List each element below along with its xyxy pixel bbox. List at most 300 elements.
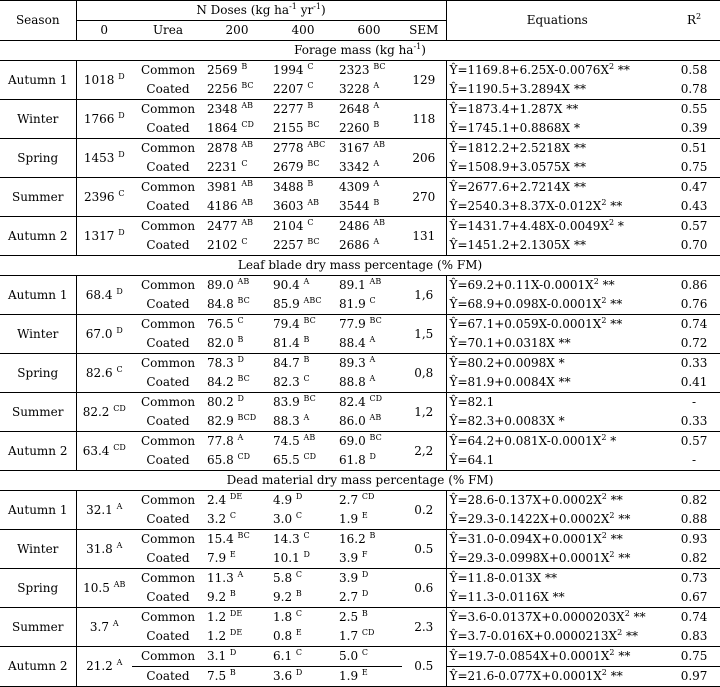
- dose-600-cell-letter: AB: [369, 277, 382, 286]
- dose-200-cell: [204, 61, 270, 81]
- dose-0-cell-value: 31.8: [86, 541, 113, 556]
- dose-600-cell-letter: D: [361, 570, 369, 579]
- dose-200-cell: [204, 236, 270, 256]
- equation-cell: [446, 393, 668, 413]
- dose-400-cell-value: 1994: [273, 63, 304, 77]
- dose-600-cell-letter: B: [361, 609, 368, 618]
- dose-0-cell-value: 2396: [84, 189, 115, 204]
- dose-200-cell: [204, 197, 270, 217]
- significance-mark: **: [610, 532, 623, 546]
- dose-0-cell-letter: A: [116, 658, 123, 667]
- dose-400-cell-value: 5.8: [273, 571, 293, 585]
- dose-200-cell-letter: B: [229, 589, 236, 598]
- sem-cell: 1,2: [402, 393, 446, 432]
- dose-400-cell: [270, 334, 336, 354]
- sem-cell: 0,8: [402, 354, 446, 393]
- dose-200-cell: [204, 530, 270, 550]
- table-row: [0, 491, 720, 511]
- dose-400-cell-letter: AB: [307, 198, 320, 207]
- dose-400-cell: [270, 158, 336, 178]
- equation-text: Ŷ=64.2+0.081X-0.0001X: [449, 434, 602, 448]
- equation-cell: [446, 119, 668, 139]
- dose-0-cell: [76, 432, 132, 471]
- urea-type-cell: Common: [132, 100, 204, 120]
- dose-0-cell-letter: A: [112, 618, 119, 628]
- dose-400-cell-letter: B: [303, 355, 310, 364]
- dose-200-cell-letter: AB: [241, 140, 254, 149]
- dose-600-cell-value: 2323: [339, 63, 370, 77]
- dose-200-cell: [204, 276, 270, 296]
- dose-200-cell-value: 76.5: [207, 317, 234, 331]
- dose-200-cell: [204, 510, 270, 530]
- dose-200-cell-letter: C: [229, 511, 237, 520]
- dose-0-cell-value: 82.6: [85, 365, 113, 380]
- dose-200-cell-letter: AB: [237, 277, 250, 286]
- dose-200-cell-value: 1.2: [207, 629, 227, 643]
- dose-0-cell: [76, 608, 132, 647]
- significance-mark: **: [610, 199, 623, 213]
- equation-cell: [446, 139, 668, 159]
- dose-200-cell-value: 2348: [207, 102, 238, 116]
- equation-text: Ŷ=1451.2+2.1305X: [449, 238, 571, 252]
- dose-0-cell-letter: A: [116, 501, 123, 511]
- equation-cell: [446, 412, 668, 432]
- sem-cell: 206: [402, 139, 446, 178]
- dose-200-cell-letter: BC: [237, 531, 250, 540]
- table-row: [0, 276, 720, 296]
- dose-600-cell-letter: A: [369, 335, 376, 344]
- dose-0-cell-value: 1453: [83, 150, 115, 165]
- dose-400-cell-letter: BC: [307, 237, 320, 246]
- dose-600-cell-value: 88.8: [339, 375, 366, 389]
- dose-200-cell-value: 2477: [207, 219, 238, 233]
- dose-400-cell-letter: C: [307, 81, 314, 90]
- dose-600-cell-letter: E: [361, 511, 368, 520]
- dose-0-cell: [76, 100, 132, 139]
- dose-400-cell-value: 85.9: [273, 297, 300, 311]
- dose-400-cell-value: 10.1: [273, 551, 300, 565]
- urea-type-cell: Coated: [146, 82, 190, 96]
- table-body: [0, 41, 720, 687]
- dose-600-cell-value: 86.0: [339, 414, 366, 428]
- equation-cell: [446, 334, 668, 354]
- season-cell: Autumn 1: [7, 72, 68, 87]
- dose-200-cell: [204, 569, 270, 589]
- r2-cell: 0.75: [680, 160, 708, 174]
- dose-200-cell-letter: D: [237, 394, 244, 403]
- equation-text: Ŷ=28.6-0.137X+0.0002X: [449, 493, 602, 507]
- equation-text: Ŷ=31.0-0.094X+0.0001X: [449, 532, 602, 546]
- section-title-text: Dead material dry mass percentage (% FM): [226, 473, 494, 487]
- r2-cell: -: [692, 453, 697, 467]
- equation-text: Ŷ=81.9+0.0084X: [449, 375, 555, 389]
- dose-0-cell-letter: D: [118, 110, 125, 120]
- dose-600-cell-letter: A: [369, 355, 376, 364]
- dose-200-cell-letter: B: [237, 335, 244, 344]
- equation-exponent: 2: [601, 296, 607, 305]
- dose-0-cell: [76, 139, 132, 178]
- equation-cell: [446, 276, 668, 296]
- significance-mark: **: [545, 571, 558, 585]
- urea-type-cell: Common: [132, 647, 204, 667]
- dose-600-cell-value: 89.1: [339, 278, 366, 292]
- dose-600-cell-letter: C: [369, 296, 376, 305]
- sem-cell: 0.2: [414, 502, 434, 517]
- dose-600-cell-value: 82.4: [339, 395, 366, 409]
- table-row: [0, 432, 720, 452]
- r2-cell: 0.73: [668, 569, 720, 589]
- dose-600-cell: [336, 608, 402, 628]
- dose-400-cell: [270, 510, 336, 530]
- dose-400-cell-letter: E: [295, 628, 302, 637]
- dose-0-cell-letter: CD: [113, 442, 126, 452]
- dose-600-cell: [336, 276, 402, 296]
- dose-600-cell: [336, 119, 402, 139]
- significance-mark: **: [617, 63, 630, 77]
- dose-0-cell: [76, 491, 132, 530]
- dose-200-cell-letter: CD: [241, 120, 254, 129]
- dose-600-cell-value: 2486: [339, 219, 370, 233]
- dose-400-cell-letter: C: [295, 609, 303, 618]
- dose-200-cell-letter: D: [229, 648, 237, 657]
- r2-cell: 0.78: [680, 82, 708, 96]
- r2-cell: 0.39: [680, 121, 708, 135]
- table-row: [0, 315, 720, 335]
- dose-200-cell-value: 78.3: [207, 356, 234, 370]
- dose-600-cell: [336, 510, 402, 530]
- significance-mark: **: [618, 512, 631, 526]
- dose-600-cell: [336, 354, 402, 374]
- dose-200-cell-letter: E: [229, 550, 236, 559]
- dose-600-cell: [336, 647, 402, 667]
- dose-200-cell: [204, 334, 270, 354]
- dose-400-cell-value: 9.2: [273, 590, 293, 604]
- dose-200-cell: [204, 315, 270, 335]
- sem-cell: 2.3: [402, 608, 446, 647]
- equation-cell: [446, 627, 668, 647]
- equation-cell: [446, 510, 668, 530]
- urea-type-cell: Coated: [146, 453, 190, 467]
- dose-400-cell-letter: C: [307, 218, 314, 227]
- dose-200-cell-value: 4186: [207, 199, 238, 213]
- season-cell: Summer: [0, 393, 76, 432]
- r2-cell: 0.47: [668, 178, 720, 198]
- dose-200-cell: [204, 412, 270, 432]
- dose-400-cell-value: 3603: [273, 199, 304, 213]
- equation-text: Ŷ=29.3-0.0998X+0.0001X: [449, 551, 610, 565]
- urea-type-cell: Coated: [146, 160, 190, 174]
- equation-text: Ŷ=2540.3+8.37X-0.012X: [449, 199, 602, 213]
- significance-mark: **: [558, 375, 571, 389]
- equation-text: Ŷ=67.1+0.059X-0.0001X: [449, 317, 602, 331]
- significance-mark: **: [573, 82, 586, 96]
- r2-cell: 0.88: [680, 512, 708, 526]
- dose-200-cell: [204, 491, 270, 511]
- season-cell: Autumn 1: [7, 502, 68, 517]
- dose-400-cell: [270, 627, 336, 647]
- dose-200-cell-value: 84.8: [207, 297, 234, 311]
- dose-200-cell-value: 84.2: [207, 375, 234, 389]
- significance-mark: **: [633, 610, 646, 624]
- dose-400-cell: [270, 100, 336, 120]
- season-cell: Winter: [0, 100, 76, 139]
- equation-cell: [446, 100, 668, 120]
- dose-200-cell-letter: A: [237, 433, 244, 442]
- dose-200-cell-value: 77.8: [207, 434, 234, 448]
- significance-mark: **: [552, 590, 565, 604]
- equation-cell: [446, 608, 668, 628]
- section-title: [0, 256, 720, 276]
- dose-600-cell: [336, 373, 402, 393]
- dose-600-cell: [336, 295, 402, 315]
- dose-200-cell-letter: B: [229, 668, 236, 677]
- significance-mark: **: [566, 102, 579, 116]
- dose-400-cell: [270, 588, 336, 608]
- dose-200-cell-value: 2569: [207, 63, 238, 77]
- dose-400-cell: [270, 412, 336, 432]
- equation-cell: [446, 530, 668, 550]
- r2-cell: 0.51: [668, 139, 720, 159]
- dose-600-cell-value: 77.9: [339, 317, 366, 331]
- dose-0-cell-value: 32.1: [86, 502, 113, 517]
- dose-600-cell-letter: AB: [373, 140, 386, 149]
- dose-600-cell-letter: E: [361, 668, 368, 677]
- r2-cell: 0.74: [668, 608, 720, 628]
- dose-600-cell-value: 3228: [339, 82, 370, 96]
- dose-400-cell: [270, 236, 336, 256]
- dose-200-cell-value: 82.0: [207, 336, 234, 350]
- header-dose-0: 0: [76, 21, 132, 41]
- r2-cell: 0.82: [680, 551, 708, 565]
- dose-600-cell-letter: CD: [369, 394, 383, 403]
- equation-text: Ŷ=1508.9+3.0575X: [449, 160, 571, 174]
- dose-0-cell: [76, 276, 132, 315]
- r2-cell: 0.33: [668, 354, 720, 374]
- sem-cell: 1,6: [414, 287, 434, 302]
- dose-400-cell-value: 88.3: [273, 414, 300, 428]
- equation-exponent: 2: [601, 668, 607, 677]
- urea-type-cell: Coated: [146, 238, 190, 252]
- dose-600-cell-letter: A: [373, 179, 380, 188]
- equation-cell: [446, 295, 668, 315]
- r2-cell: 0.58: [680, 63, 708, 77]
- equation-exponent: 2: [601, 531, 607, 540]
- r2-cell: 0.97: [668, 667, 720, 687]
- dose-0-cell: [76, 647, 132, 687]
- section-header-row: [0, 471, 720, 491]
- r2-cell: 0.86: [680, 278, 708, 292]
- dose-600-cell: [336, 334, 402, 354]
- dose-200-cell-letter: AB: [241, 179, 254, 188]
- dose-0-cell-value: 21.2: [86, 659, 113, 673]
- dose-400-cell-letter: B: [307, 101, 314, 110]
- dose-400-cell-value: 83.9: [273, 395, 300, 409]
- dose-600-cell-value: 81.9: [339, 297, 366, 311]
- equation-exponent: 2: [601, 433, 607, 442]
- sem-cell: 270: [402, 178, 446, 217]
- dose-200-cell-letter: DE: [229, 492, 243, 501]
- dose-0-cell-letter: D: [118, 71, 125, 81]
- dose-400-cell-value: 2155: [273, 121, 304, 135]
- urea-type-cell: Coated: [146, 199, 190, 213]
- dose-0-cell-value: 10.5: [83, 580, 110, 595]
- dose-600-cell-letter: B: [369, 531, 376, 540]
- urea-type-cell: Common: [132, 608, 204, 628]
- equation-text: Ŷ=1169.8+6.25X-0.0076X: [449, 63, 609, 77]
- equation-cell: [446, 178, 668, 198]
- dose-0-cell-value: 82.2: [82, 404, 110, 419]
- equation-text: Ŷ=21.6-0.077X+0.0001X: [449, 669, 602, 683]
- equation-exponent: 2: [624, 609, 630, 618]
- urea-type-cell: Common: [132, 569, 204, 589]
- dose-200-cell-letter: AB: [241, 218, 254, 227]
- dose-600-cell-value: 88.4: [339, 336, 366, 350]
- r2-cell: 0.76: [680, 297, 708, 311]
- equation-cell: [446, 647, 668, 667]
- dose-0-cell-letter: C: [116, 364, 123, 374]
- equation-text: Ŷ=70.1+0.0318X: [449, 336, 555, 350]
- dose-0-cell-value: 1766: [83, 111, 115, 126]
- dose-0-cell: [76, 530, 132, 569]
- header-dose-600: 600: [357, 23, 381, 37]
- dose-400-cell: [270, 119, 336, 139]
- dose-200-cell-value: 80.2: [207, 395, 234, 409]
- dose-600-cell: [336, 80, 402, 100]
- dose-600-cell: [336, 315, 402, 335]
- table-row: [0, 139, 720, 159]
- dose-200-cell-letter: BC: [237, 296, 250, 305]
- dose-400-cell-letter: ABC: [303, 296, 322, 305]
- urea-type-cell: Common: [132, 315, 204, 335]
- season-cell: Summer: [0, 608, 76, 647]
- dose-400-cell-letter: AB: [303, 433, 316, 442]
- r2-cell: 0.70: [680, 238, 708, 252]
- significance-mark: **: [573, 238, 586, 252]
- dose-200-cell-value: 2256: [207, 82, 238, 96]
- dose-400-cell: [270, 354, 336, 374]
- dose-400-cell-value: 1.8: [273, 610, 293, 624]
- table-row: [0, 217, 720, 237]
- dose-400-cell-letter: C: [303, 531, 310, 540]
- significance-mark: **: [625, 629, 638, 643]
- dose-600-cell-letter: BC: [373, 62, 386, 71]
- dose-600-cell-value: 1.9: [339, 512, 359, 526]
- dose-400-cell-letter: A: [303, 413, 310, 422]
- urea-type-cell: Coated: [146, 512, 190, 526]
- equation-exponent: 2: [609, 648, 615, 657]
- equation-cell: [446, 451, 668, 471]
- dose-600-cell-value: 2.7: [339, 590, 359, 604]
- dose-600-cell-value: 1.9: [339, 669, 359, 683]
- dose-400-cell-value: 65.5: [273, 453, 300, 467]
- equation-text: Ŷ=1431.7+4.48X-0.0049X: [449, 219, 609, 233]
- dose-400-cell-value: 2778: [273, 141, 304, 155]
- dose-0-cell-letter: AB: [113, 579, 126, 589]
- dose-600-cell-value: 5.0: [339, 649, 359, 663]
- dose-600-cell: [336, 100, 402, 120]
- dose-400-cell-value: 2277: [273, 102, 304, 116]
- r2-cell: 0.72: [680, 336, 708, 350]
- sem-cell: 0.5: [402, 530, 446, 569]
- dose-400-cell: [270, 549, 336, 569]
- equation-text: Ŷ=1812.2+2.5218X: [449, 141, 571, 155]
- urea-type-cell: Common: [132, 393, 204, 413]
- dose-200-cell-value: 7.5: [207, 669, 227, 683]
- equation-exponent: 2: [609, 511, 615, 520]
- equation-cell: [446, 315, 668, 335]
- season-cell: Autumn 2: [0, 432, 76, 471]
- equation-text: Ŷ=69.2+0.11X-0.0001X: [449, 278, 594, 292]
- dose-400-cell-letter: B: [295, 589, 302, 598]
- significance-mark: **: [618, 649, 631, 663]
- dose-400-cell: [270, 569, 336, 589]
- dose-400-cell-value: 82.3: [273, 375, 300, 389]
- dose-600-cell-letter: B: [373, 120, 380, 129]
- dose-0-cell-value: 1317: [83, 228, 115, 243]
- urea-type-cell: Coated: [146, 590, 190, 604]
- dose-200-cell-letter: D: [237, 355, 244, 364]
- equation-exponent: 2: [609, 550, 615, 559]
- equation-text: Ŷ=82.3+0.0083X: [449, 414, 555, 428]
- dose-400-cell-letter: CD: [303, 452, 317, 461]
- urea-type-cell: Common: [140, 63, 196, 77]
- equation-cell: [446, 491, 668, 511]
- dose-600-cell: [336, 217, 402, 237]
- urea-type-cell: Coated: [146, 551, 190, 565]
- header-dose-400: 400: [291, 23, 315, 37]
- dose-200-cell: [204, 588, 270, 608]
- dose-400-cell-letter: C: [307, 62, 314, 71]
- dose-600-cell-letter: A: [373, 101, 380, 110]
- dose-400-cell-letter: B: [303, 335, 310, 344]
- urea-type-cell: Common: [132, 530, 204, 550]
- dose-400-cell-value: 3488: [273, 180, 304, 194]
- dose-400-cell-value: 6.1: [273, 649, 293, 663]
- significance-mark: *: [573, 121, 580, 135]
- season-cell: Spring: [0, 354, 76, 393]
- dose-200-cell: [204, 295, 270, 315]
- dose-200-cell: [204, 354, 270, 374]
- dose-0-cell-value: 63.4: [82, 443, 110, 458]
- dose-0-cell-letter: A: [116, 540, 123, 550]
- season-cell: Winter: [0, 530, 76, 569]
- dose-200-cell: [204, 139, 270, 159]
- sem-cell: 0.5: [402, 647, 446, 687]
- dose-0-cell: [76, 178, 132, 217]
- sem-cell: 118: [402, 100, 446, 139]
- dose-600-cell-letter: D: [369, 452, 376, 461]
- equation-text: Ŷ=3.7-0.016X+0.0000213X: [449, 629, 618, 643]
- equation-exponent: 2: [609, 62, 615, 71]
- equation-exponent: 2: [601, 316, 607, 325]
- dose-600-cell: [336, 158, 402, 178]
- dose-200-cell-letter: A: [237, 570, 244, 579]
- dose-600-cell-value: 4309: [339, 180, 370, 194]
- equation-text: Ŷ=68.9+0.098X-0.0001X: [449, 297, 602, 311]
- dose-200-cell-value: 2.4: [207, 493, 227, 507]
- dose-600-cell: [336, 549, 402, 569]
- equation-exponent: 2: [617, 628, 623, 637]
- section-title-sup: -1: [413, 42, 422, 51]
- dose-400-cell-letter: BC: [307, 159, 320, 168]
- dose-200-cell: [204, 451, 270, 471]
- r2-cell: 0.67: [680, 590, 708, 604]
- dose-200-cell: [204, 178, 270, 198]
- dose-600-cell: [336, 530, 402, 550]
- dose-0-cell-value: 1018: [83, 72, 115, 87]
- dose-200-cell-value: 65.8: [207, 453, 234, 467]
- dose-600-cell: [336, 588, 402, 608]
